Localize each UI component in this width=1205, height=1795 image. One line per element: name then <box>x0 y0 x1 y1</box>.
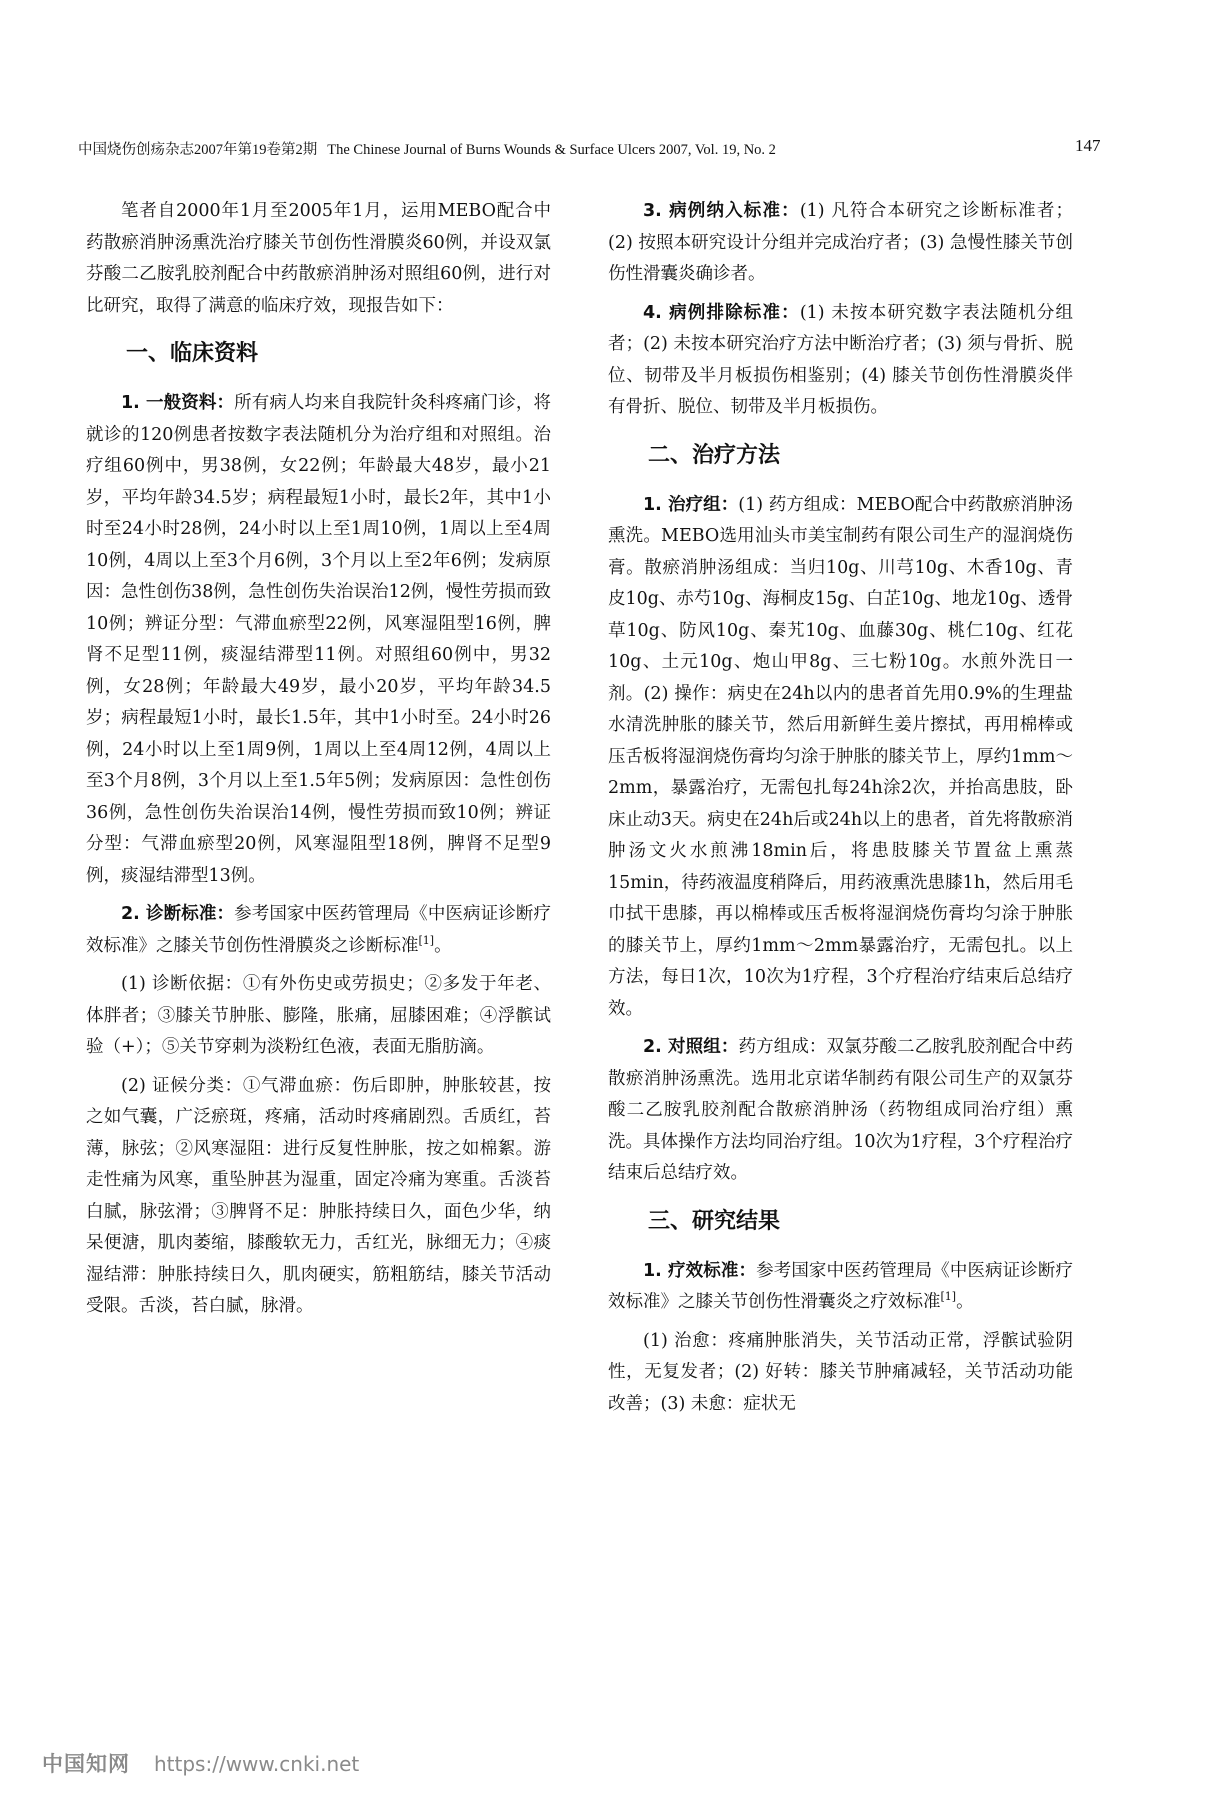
treatment-group-paragraph: 1. 治疗组：(1) 药方组成：MEBO配合中药散瘀消肿汤熏洗。MEBO选用汕头市美宝制药有限公司生产的湿润烧伤膏。散瘀消肿汤组成：当归10g、川芎10g、木香10g、青皮10g、赤芍10g、海桐皮15g、白芷10g、地龙10g、透骨草10g、防风10g、秦艽10g、血藤30g、桃仁10g、红花10g、土元10g、炮山甲8g、三七粉10g。水煎外洗日一剂。(2) 操作：病史在24h以内的患者首先用0.9%的生理盐水清洗肿胀的膝关节，然后用新鲜生姜片擦拭，再用棉棒或压舌板将湿润烧伤膏均匀涂于肿胀的膝关节上，厚约1mm～2mm，暴露治疗，无需包扎每24h涂2次，并抬高患肢，卧床止动3天。病史在24h后或24h以上的患者，首先将散瘀消肿汤文火水煎沸18min后，将患肢膝关节置盆上熏蒸15min，待药液温度稍降后，用药液熏洗患膝1h，然后用毛巾拭干患膝，再以棉棒或压舌板将湿润烧伤膏均匀涂于肿胀的膝关节上，厚约1mm～2mm暴露治疗，无需包扎。以上方法，每日1次，10次为1疗程，3个疗程治疗结束后总结疗效。 <box>608 494 1073 1019</box>
diagnosis-basis-paragraph: (1) 诊断依据：①有外伤史或劳损史；②多发于年老、体胖者；③膝关节肿胀、膨隆，胀痛，屈膝困难；④浮髌试验（+）；⑤关节穿刺为淡粉红色液，表面无脂肪滴。 <box>86 974 551 1057</box>
section-heading-clinical-data: 一、临床资料 <box>126 341 259 366</box>
citation-ref: [1] <box>418 933 435 947</box>
cnki-logo: 中国知网 <box>42 1752 130 1776</box>
intro-paragraph: 笔者自2000年1月至2005年1月，运用MEBO配合中药散瘀消肿汤熏洗治疗膝关节创伤性滑膜炎60例，并设双氯芬酸二乙胺乳胶剂配合中药散瘀消肿汤对照组60例，进行对比研究，取得了满意的临床疗效，现报告如下： <box>86 201 551 316</box>
paragraph-label: 1. 一般资料： <box>121 393 235 413</box>
syndrome-classification-paragraph: (2) 证候分类：①气滞血瘀：伤后即肿，肿胀较甚，按之如气囊，广泛瘀斑，疼痛，活动时疼痛剧烈。舌质红，苔薄，脉弦；②风寒湿阻：进行反复性肿胀，按之如棉絮。游走性痛为风寒，重坠肿甚为湿重，固定冷痛为寒重。舌淡苔白腻，脉弦滑；③脾肾不足：肿胀持续日久，面色少华，纳呆便溏，肌肉萎缩，膝酸软无力，舌红光，脉细无力；④痰湿结滞：肿胀持续日久，肌肉硬实，筋粗筋结，膝关节活动受限。舌淡，苔白腻，脉滑。 <box>86 1075 551 1316</box>
general-data-paragraph: 1. 一般资料：所有病人均来自我院针灸科疼痛门诊，将就诊的120例患者按数字表法随机分为治疗组和对照组。治疗组60例中，男38例，女22例；年龄最大48岁，最小21岁，平均年龄34.5岁；病程最短1小时，最长2年，其中1小时至24小时28例，24小时以上至1周10例，1周以上至4周10例，4周以上至3个月6例，3个月以上至2年6例；发病原因：急性创伤38例，急性创伤失治误治12例，慢性劳损而致10例；辨证分型：气滞血瘀型22例，风寒湿阻型16例，脾肾不足型11例，痰湿结滞型11例。对照组60例中，男32例，女28例；年龄最大49岁，最小20岁，平均年龄34.5岁；病程最短1小时，最长1.5年，其中1小时至。24小时26例，24小时以上至1周9例，1周以上至4周12例，4周以上至3个月8例，3个月以上至1.5年5例；发病原因：急性创伤36例，急性创伤失治误治14例，慢性劳损而致10例；辨证分型：气滞血瘀型20例，风寒湿阻型18例，脾肾不足型9例，痰湿结滞型13例。 <box>86 393 551 886</box>
paragraph-label: 1. 治疗组： <box>643 494 739 515</box>
right-column <box>608 196 1073 1427</box>
watermark-footer <box>42 1748 359 1778</box>
paragraph-label: 4. 病例排除标准： <box>643 302 800 323</box>
section-heading-treatment: 二、治疗方法 <box>648 442 781 468</box>
journal-title-cn: 中国烧伤创疡杂志2007年第19卷第2期 <box>78 142 318 158</box>
paragraph-label: 2. 诊断标准： <box>121 904 235 924</box>
paragraph-label: 1. 疗效标准： <box>643 1260 757 1281</box>
left-column <box>86 196 551 1330</box>
paragraph-label: 3. 病例纳入标准： <box>643 201 800 221</box>
exclusion-criteria-paragraph: 4. 病例排除标准：(1) 未按本研究数字表法随机分组者；(2) 未按本研究治疗方法中断治疗者；(3) 须与骨折、脱位、韧带及半月板损伤相鉴别；(4) 膝关节创伤性滑膜炎伴有骨折、脱位、韧带及半月板损伤。 <box>608 302 1073 417</box>
efficacy-criteria-paragraph: 1. 疗效标准：参考国家中医药管理局《中医病证诊断疗效标准》之膝关节创伤性滑囊炎之疗效标准[1]。 <box>608 1260 1073 1312</box>
running-header <box>78 138 1078 159</box>
citation-ref: [1] <box>940 1290 957 1304</box>
journal-title-en: The Chinese Journal of Burns Wounds & Surface Ulcers 2007, Vol. 19, No. 2 <box>327 142 776 158</box>
page-number: 147 <box>1075 136 1101 155</box>
inclusion-criteria-paragraph: 3. 病例纳入标准：(1) 凡符合本研究之诊断标准者；(2) 按照本研究设计分组并完成治疗者；(3) 急慢性膝关节创伤性滑囊炎确诊者。 <box>608 201 1073 284</box>
control-group-paragraph: 2. 对照组：药方组成：双氯芬酸二乙胺乳胶剂配合中药散瘀消肿汤熏洗。选用北京诺华制药有限公司生产的双氯芬酸二乙胺乳胶剂配合散瘀消肿汤（药物组成同治疗组）熏洗。具体操作方法均同治疗组。10次为1疗程，3个疗程治疗结束后总结疗效。 <box>608 1037 1074 1183</box>
diagnosis-criteria-paragraph: 2. 诊断标准：参考国家中医药管理局《中医病证诊断疗效标准》之膝关节创伤性滑膜炎之诊断标准[1]。 <box>86 904 551 956</box>
paragraph-label: 2. 对照组： <box>643 1037 739 1057</box>
efficacy-grades-paragraph: (1) 治愈：疼痛肿胀消失，关节活动正常，浮髌试验阴性，无复发者；(2) 好转：膝关节肿痛减轻，关节活动功能改善；(3) 未愈：症状无 <box>608 1330 1073 1414</box>
section-heading-results: 三、研究结果 <box>648 1208 781 1234</box>
cnki-url: https://www.cnki.net <box>154 1752 360 1776</box>
